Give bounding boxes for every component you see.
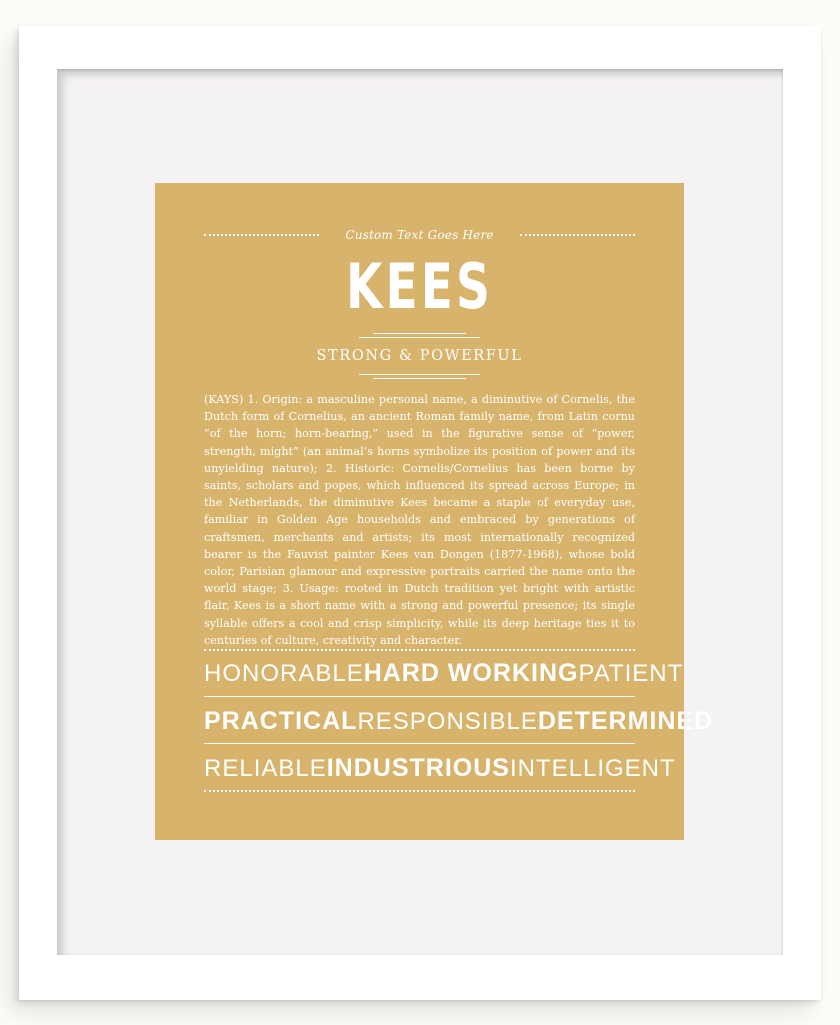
trait-row-2 (204, 701, 714, 741)
name-print (155, 183, 714, 840)
name-meaning: STRONG & POWERFUL (316, 348, 523, 364)
trait: PATIENT (578, 660, 684, 687)
custom-text-row (204, 223, 635, 247)
trait: INTELLIGENT (509, 755, 676, 782)
traits-divider-2 (204, 743, 635, 744)
definition-text: (KAYS) 1. Origin: a masculine personal name, a diminutive of Cornelis, the Dutch form of Cornelius, an ancient Roman family name, from Latin cornu “of the horn; horn-bearing,” used in the figurative sense of “power, strength, might” (an animal’s horns symbolize its position of power and its unyielding nature); 2. Historic: Cornelis/Cornelius has been borne by saints, scholars and popes, which influenced its spread across Europe; in the Netherlands, the diminutive Kees became a staple of everyday use, familiar in Golden Age households and embraced by generations of craftsmen, merchants and artists; its most internationally recognized bearer is the Fauvist painter Kees van Dongen (1877-1968), whose bold color, Parisian glamour and expressive portraits carried the name onto the world stage; 3. Usage: rooted in Dutch tradition yet bright with artistic flair, Kees is a short name with a strong and powerful presence; its single syllable offers a cool and crisp simplicity, while its deep heritage ties it to centuries of culture, creativity and character. (204, 393, 635, 647)
trait: INDUSTRIOUS (326, 754, 510, 782)
name-definition (204, 391, 635, 649)
trait: HONORABLE (204, 660, 364, 687)
trait: RESPONSIBLE (357, 708, 538, 735)
traits-divider-1 (204, 696, 635, 697)
meaning-rule-top-2 (359, 337, 480, 338)
trait: PRACTICAL (204, 707, 358, 735)
traits-top-dotted-divider (204, 649, 635, 651)
meaning-rule-bottom-2 (373, 378, 466, 379)
trait-row-1 (204, 653, 684, 693)
trait-row-3 (204, 748, 676, 788)
trait: HARD WORKING (363, 659, 579, 687)
trait: DETERMINED (537, 707, 714, 735)
dotted-divider-right (520, 234, 635, 236)
meaning-rule-top (373, 333, 466, 334)
dotted-divider-left (204, 234, 319, 236)
meaning-rule-bottom (359, 374, 480, 375)
traits-bottom-dotted-divider (204, 790, 635, 792)
custom-text: Custom Text Goes Here (345, 228, 494, 242)
name-title: KEES (346, 250, 493, 323)
trait: RELIABLE (204, 755, 327, 782)
